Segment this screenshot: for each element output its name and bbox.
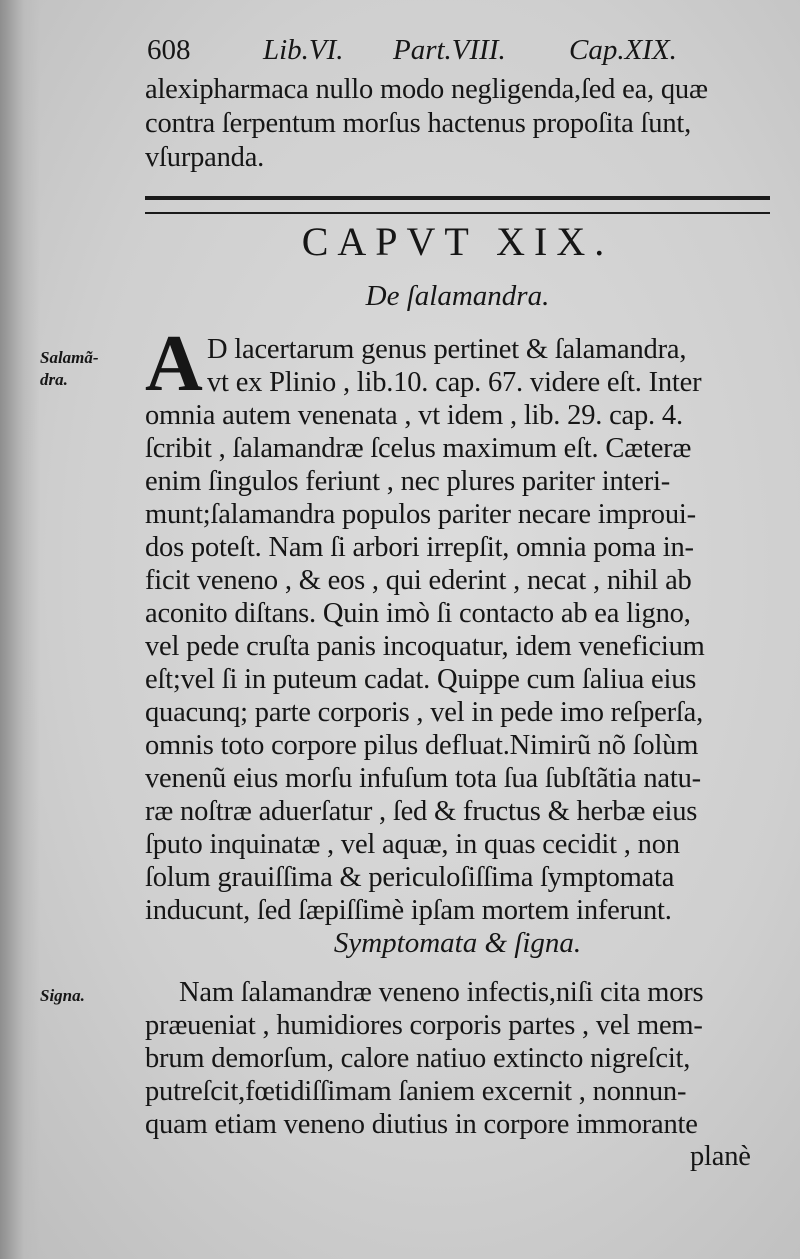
text-line: aconito diſtans. Quin imò ſi contacto ab ea ligno, xyxy=(145,598,691,629)
margin-note-line: Salamã- xyxy=(40,348,99,367)
text-line: enim ſingulos feriunt , nec plures pariter interi- xyxy=(145,466,671,497)
page-number: 608 xyxy=(147,34,191,66)
text-line: quam etiam veneno diutius in corpore immorante xyxy=(145,1109,698,1140)
text-line: dos poteſt. Nam ſi arbori irrepſit, omnia poma in- xyxy=(145,532,694,563)
text-line: ræ noſtræ aduerſatur , ſed & fructus & herbæ eius xyxy=(145,796,698,827)
margin-note-signa: Signa. xyxy=(40,986,85,1005)
margin-note-line: dra. xyxy=(40,370,68,389)
catchword: planè xyxy=(690,1141,751,1172)
text-line: putreſcit,fœtidiſſimam ſaniem excernit , nonnun- xyxy=(145,1076,687,1107)
text-line: venenũ eius morſu infuſum tota ſua ſubſtãtia natu- xyxy=(145,763,701,794)
chapter-title: CAPVT XIX. xyxy=(301,219,614,264)
text-line: vſurpanda. xyxy=(145,142,265,173)
text-line: ſputo inquinatæ , vel aquæ, in quas cecidit , non xyxy=(145,829,680,860)
page-fold-shadow xyxy=(0,0,40,1259)
header-part: Part.VIII. xyxy=(393,34,506,66)
text-line: eſt;vel ſi in puteum cadat. Quippe cum ſaliua eius xyxy=(145,664,697,695)
text-line: ſolum grauiſſima & periculoſiſſima ſymptomata xyxy=(145,862,675,893)
text-line: ficit veneno , & eos , qui ederint , necat , nihil ab xyxy=(145,565,692,596)
text-line: vel pede cruſta panis incoquatur, idem veneficium xyxy=(145,631,705,662)
margin-note-salamandra xyxy=(40,347,99,391)
chapter-subtitle: De ſalamandra. xyxy=(365,280,550,312)
text-line: inducunt, ſed ſæpiſſimè ipſam mortem inferunt. xyxy=(145,895,672,926)
header-chapter: Cap.XIX. xyxy=(569,34,677,66)
section-title: Symptomata & ſigna. xyxy=(333,927,582,959)
text-line: contra ſerpentum morſus hactenus propoſita ſunt, xyxy=(145,108,692,139)
text-line: præueniat , humidiores corporis partes , vel mem- xyxy=(145,1010,703,1041)
text-line: Nam ſalamandræ veneno infectis,niſi cita mors xyxy=(179,977,704,1008)
drop-cap: A xyxy=(145,320,203,408)
text-line: ſcribit , ſalamandræ ſcelus maximum eſt. Cæteræ xyxy=(145,433,692,464)
text-line: omnia autem venenata , vt idem , lib. 29. cap. 4. xyxy=(145,400,683,431)
header-book: Lib.VI. xyxy=(263,34,344,66)
running-header xyxy=(145,34,770,68)
text-line: vt ex Plinio , lib.10. cap. 67. videre eſt. Inter xyxy=(207,367,702,398)
text-line: D lacertarum genus pertinet & ſalamandra, xyxy=(207,334,687,365)
text-line: omnis toto corpore pilus defluat.Nimirũ nõ ſolùm xyxy=(145,730,699,761)
text-line: quacunq; parte corporis , vel in pede imo reſperſa, xyxy=(145,697,704,728)
text-line: brum demorſum, calore natiuo extincto nigreſcit, xyxy=(145,1043,691,1074)
text-line: alexipharmaca nullo modo negligenda,ſed ea, quæ xyxy=(145,74,708,105)
text-line: munt;ſalamandra populos pariter necare improui- xyxy=(145,499,696,530)
section-rule xyxy=(145,196,770,214)
